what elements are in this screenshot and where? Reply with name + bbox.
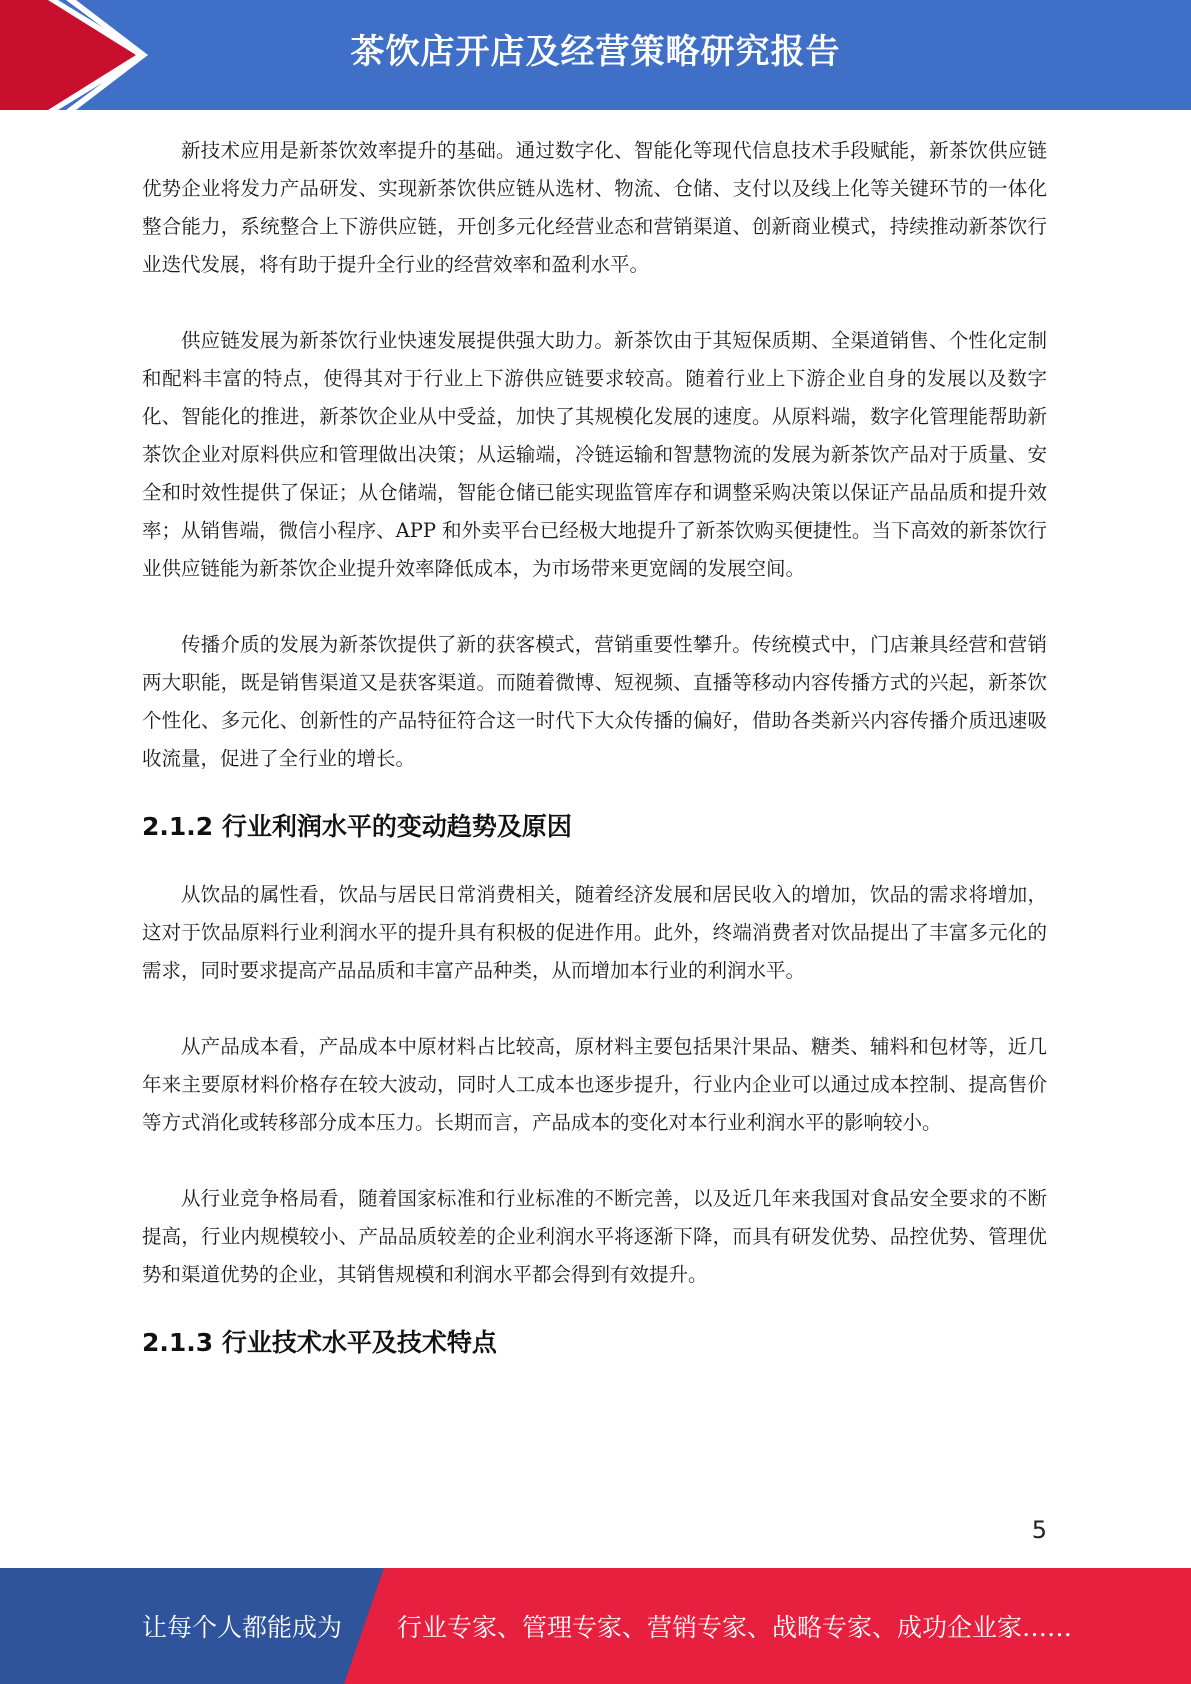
paragraph-product-cost: 从产品成本看，产品成本中原材料占比较高，原材料主要包括果汁果品、糖类、辅料和包材等，近几年来主要原材料价格存在较大波动，同时人工成本也逐步提升，行业内企业可以通过成本控制、提高售价等方式消化或转移部分成本压力。长期而言，产品成本的变化对本行业利润水平的影响较小。 — [142, 1035, 1047, 1134]
document-body — [142, 132, 1047, 1362]
paragraph-competition: 从行业竞争格局看，随着国家标准和行业标准的不断完善，以及近几年来我国对食品安全要求的不断提高，行业内规模较小、产品品质较差的企业利润水平将逐渐下降，而具有研发优势、品控优势、管理优势和渠道优势的企业，其销售规模和利润水平都会得到有效提升。 — [142, 1187, 1047, 1286]
page-header — [0, 0, 1191, 110]
section-heading-2-1-2: 2.1.2 行业利润水平的变动趋势及原因 — [142, 812, 572, 841]
paragraph-tech-application: 新技术应用是新茶饮效率提升的基础。通过数字化、智能化等现代信息技术手段赋能，新茶饮供应链优势企业将发力产品研发、实现新茶饮供应链从选材、物流、仓储、支付以及线上化等关键环节的一体化整合能力，系统整合上下游供应链，开创多元化经营业态和营销渠道、创新商业模式，持续推动新茶饮行业迭代发展，将有助于提升全行业的经营效率和盈利水平。 — [142, 139, 1047, 276]
footer-slogan-left: 让每个人都能成为 — [142, 1613, 343, 1642]
page-footer — [0, 1568, 1191, 1684]
paragraph-media: 传播介质的发展为新茶饮提供了新的获客模式，营销重要性攀升。传统模式中，门店兼具经营和营销两大职能，既是销售渠道又是获客渠道。而随着微博、短视频、直播等移动内容传播方式的兴起，新茶饮个性化、多元化、创新性的产品特征符合这一时代下大众传播的偏好，借助各类新兴内容传播介质迅速吸收流量，促进了全行业的增长。 — [142, 633, 1047, 770]
section-heading-2-1-3: 2.1.3 行业技术水平及技术特点 — [142, 1328, 497, 1357]
footer-slogan-right: 行业专家、管理专家、营销专家、战略专家、成功企业家…… — [397, 1613, 1073, 1642]
paragraph-drink-attributes: 从饮品的属性看，饮品与居民日常消费相关，随着经济发展和居民收入的增加，饮品的需求将增加，这对于饮品原料行业利润水平的提升具有积极的促进作用。此外，终端消费者对饮品提出了丰富多元化的需求，同时要求提高产品品质和丰富产品种类，从而增加本行业的利润水平。 — [142, 883, 1047, 982]
page-number: 5 — [1031, 1516, 1047, 1544]
paragraph-supply-chain: 供应链发展为新茶饮行业快速发展提供强大助力。新茶饮由于其短保质期、全渠道销售、个性化定制和配料丰富的特点，使得其对于行业上下游供应链要求较高。随着行业上下游企业自身的发展以及数字化、智能化的推进，新茶饮企业从中受益，加快了其规模化发展的速度。从原料端，数字化管理能帮助新茶饮企业对原料供应和管理做出决策；从运输端，冷链运输和智慧物流的发展为新茶饮产品对于质量、安全和时效性提供了保证；从仓储端，智能仓储已能实现监管库存和调整采购决策以保证产品品质和提升效率；从销售端，微信小程序、APP 和外卖平台已经极大地提升了新茶饮购买便捷性。当下高效的新茶饮行业供应链能为新茶饮企业提升效率降低成本，为市场带来更宽阔的发展空间。 — [142, 329, 1047, 580]
report-title: 茶饮店开店及经营策略研究报告 — [350, 32, 841, 72]
